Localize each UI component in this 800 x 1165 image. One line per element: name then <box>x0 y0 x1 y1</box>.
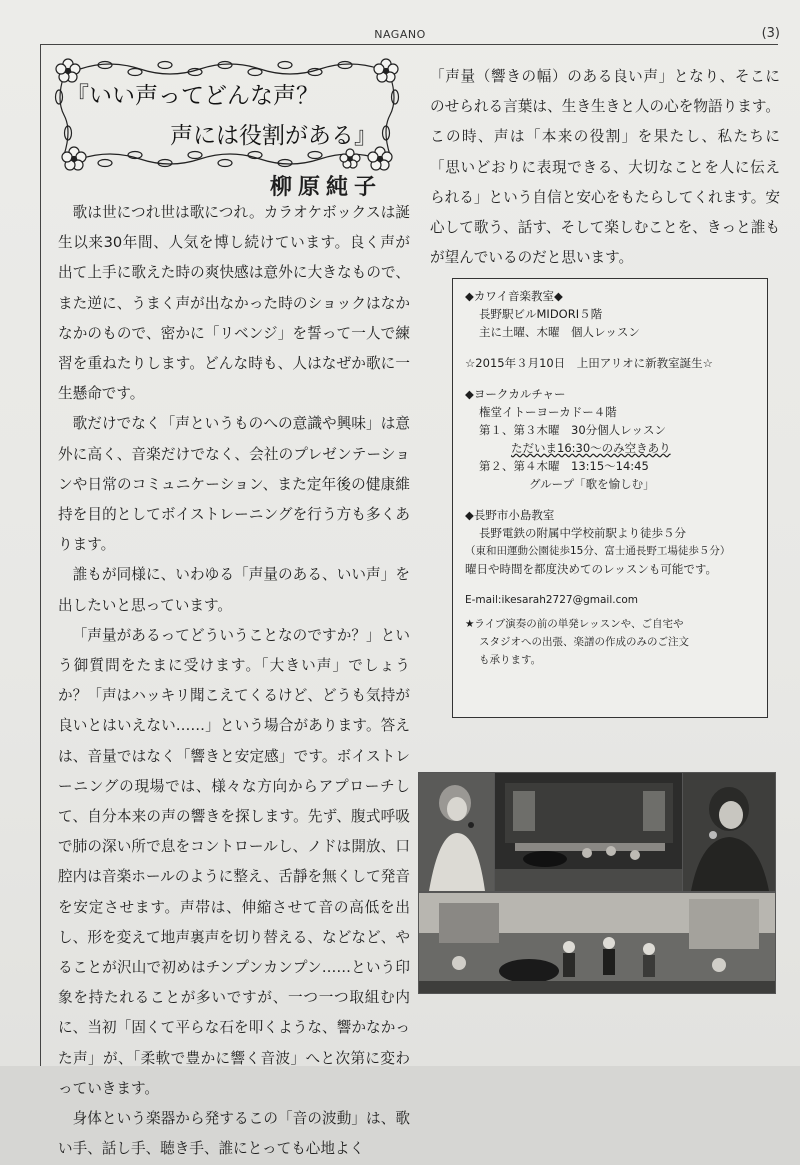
extra-service-line2: スタジオへの出張、楽譜の作成のみのご注文 <box>479 636 689 648</box>
york-title: ◆ヨークカルチャー <box>465 387 566 401</box>
floral-frame-icon <box>50 55 405 173</box>
york-availability: ただいま16:30～のみ空きあり <box>511 441 671 455</box>
singer-photo-2 <box>682 772 776 892</box>
left-margin-rule <box>40 44 41 1066</box>
paragraph: 歌は世につれ世は歌につれ。カラオケボックスは誕生以来30年間、人気を博し続けています。良く声が出て上手に歌えた時の爽快感は意外に大きなもので、また逆に、うまく声が出なかった時のショックはなかなかのもので、密かに「リベンジ」を誓って一人で練習を重ねたりします。どんな時も、人はなぜか歌に一生懸命です。 <box>58 204 410 403</box>
extra-service-line3: も承ります。 <box>479 654 542 666</box>
page-number: (3) <box>761 26 780 41</box>
paragraph: 誰もが同様に、いわゆる「声量のある、いい声」を出したいと思っています。 <box>58 566 410 614</box>
paragraph: 「声量があるってどういうことなのですか？」という御質問をたまに受けます。「大きい声」でしょうか？「声はハッキリ聞こえてくるけど、どうも気持が良いとはいえない……」という場合があります。答えは、音量ではなく「響きと安定感」です。ボイストレーニングの現場では、様々な方向からアプローチして、自分本来の声の響きを探します。先ず、腹式呼吸で肺の深い所で息をコントロールし、ノドは開放、口腔内は音楽ホールのように整え、舌靜を無くして発音を安定させます。声帯は、伸縮させて音の高低を出し、形を変えて地声裏声を切り替える、などなど、やることが沢山で初めはチンプンカンプン……という印象を持たれることが多いですが、一つ一つ取組む内に、当初「固くて平らな石を叩くような、響かなかった声」が、「柔軟で豊かに響く音波」へと次第に変わっていきます。 <box>58 626 410 1097</box>
york-line1: 第１、第３木曜 30分個人レッスン <box>479 423 667 437</box>
york-line3: 第２、第４木曜 13:15～14:45 <box>479 459 649 473</box>
live-performance-photo <box>418 892 776 994</box>
kawai-schedule: 主に土曜、木曜 個人レッスン <box>479 325 640 339</box>
article-author: 柳原純子 <box>270 174 383 200</box>
article-title-line1: 『いい声ってどんな声？ <box>66 83 319 109</box>
singer-photo-1 <box>418 772 496 892</box>
york-group: グループ「歌を愉しむ」 <box>529 477 655 491</box>
extra-service-line1: ★ライブ演奏の前の単発レッスンや、ご自宅や <box>465 618 684 630</box>
article-body-left <box>58 198 410 1165</box>
paragraph: 「声量（響きの幅）のある良い声」となり、そこにのせられる言葉は、生き生きと人の心を物語ります。この時、声は「本来の役割」を果たし、私たちに「思いどおりに表現できる、大切なことを人に伝えられる」という自信と安心をもたらしてくれます。安心して歌う、話す、そして楽しむことを、きっと誰もが望んでいるのだと思います。 <box>430 68 780 267</box>
header-title: NAGANO <box>374 28 426 41</box>
concert-hall-photo <box>494 772 684 892</box>
new-class-announcement: ☆2015年３月10日 上田アリオに新教室誕生☆ <box>465 356 713 370</box>
kojima-access-detail: （東和田運動公園徒歩15分、富士通長野工場徒歩５分） <box>465 545 731 557</box>
article-body-right <box>430 62 780 273</box>
paragraph: 歌だけでなく「声というものへの意識や興味」は意外に高く、音楽だけでなく、会社のプレゼンテーションや日常のコミュニケーション、また定年後の健康維持を目的としてボイストレーニングを行う方も多くあります。 <box>58 415 410 554</box>
paragraph: 身体という楽器から発するこの「音の波動」は、歌い手、話し手、聴き手、誰にとっても心地よく <box>58 1110 410 1158</box>
kawai-title: ◆カワイ音楽教室◆ <box>465 289 563 303</box>
kojima-access: 長野電鉄の附属中学校前駅より徒歩５分 <box>479 526 686 540</box>
kojima-note: 曜日や時間を都度決めてのレッスンも可能です。 <box>465 562 717 576</box>
article-title-frame <box>50 55 405 173</box>
york-place: 権堂イトーヨーカドー４階 <box>479 405 617 419</box>
kawai-place: 長野駅ビルMIDORI５階 <box>479 307 603 321</box>
email-address: E-mail:ikesarah2727@gmail.com <box>465 594 638 606</box>
kojima-title: ◆長野市小島教室 <box>465 508 555 522</box>
header-rule <box>40 44 778 45</box>
class-info-box <box>452 278 768 718</box>
article-title-line2: 声には役割がある』 <box>170 123 377 149</box>
